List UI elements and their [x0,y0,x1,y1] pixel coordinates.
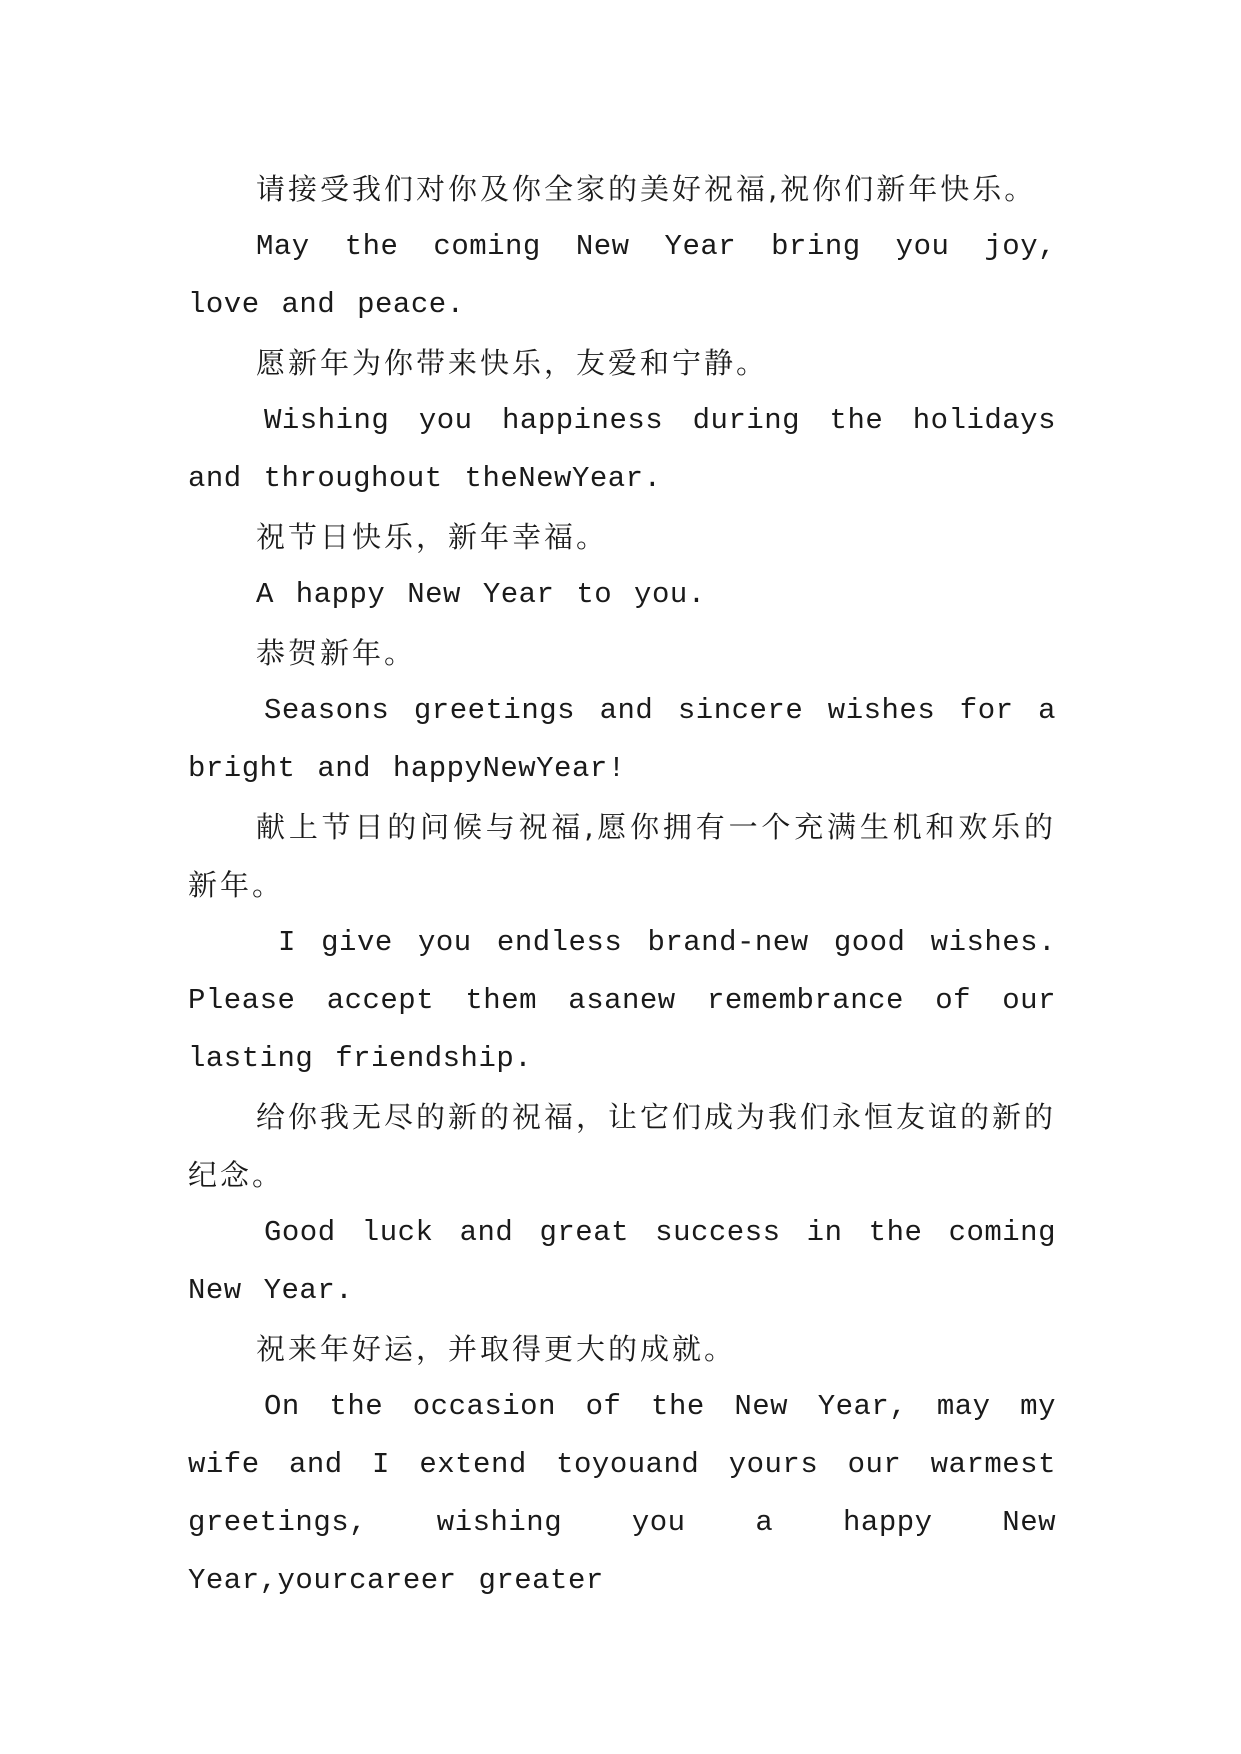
document-body [188,160,1056,1610]
paragraph-7: 恭贺新年。 [256,636,417,670]
paragraph-12: Good luck and great success in the coming New Year. [188,1216,1056,1307]
paragraph-2: May the coming New Year bring you joy, love and peace. [188,230,1056,321]
paragraph-4: Wishing you happiness during the holidays and throughout theNewYear. [188,404,1056,495]
paragraph-9: 献上节日的问候与祝福,愿你拥有一个充满生机和欢乐的新年。 [188,810,1056,902]
paragraph-13: 祝来年好运，并取得更大的成就。 [256,1332,737,1366]
paragraph-8: Seasons greetings and sincere wishes for a bright and happyNewYear! [188,694,1056,785]
paragraph-6: A happy New Year to you. [256,578,706,611]
paragraph-10: I give you endless brand-new good wishes. Please accept them asanew remembrance of our lasting friendship. [188,926,1056,1075]
paragraph-3: 愿新年为你带来快乐，友爱和宁静。 [256,346,769,380]
paragraph-14: On the occasion of the New Year, may my wife and I extend toyouand yours our warmest greetings, wishing you a happy New Year,yourcareer greater [188,1390,1056,1597]
paragraph-5: 祝节日快乐，新年幸福。 [256,520,609,554]
paragraph-1: 请接受我们对你及你全家的美好祝福,祝你们新年快乐。 [256,172,1037,206]
paragraph-11: 给你我无尽的新的祝福，让它们成为我们永恒友谊的新的纪念。 [188,1100,1057,1192]
